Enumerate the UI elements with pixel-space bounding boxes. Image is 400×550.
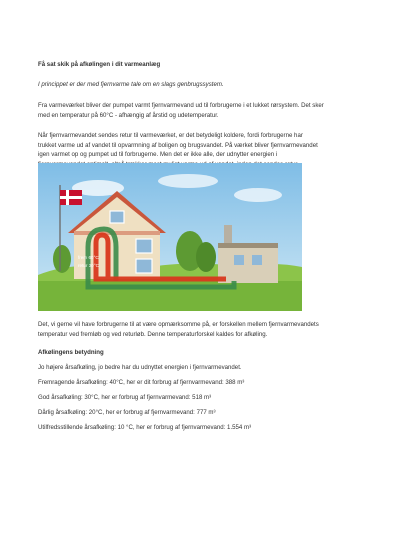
section-title: Afkølingens betydning [38, 349, 104, 356]
window [110, 211, 124, 223]
tree [196, 242, 216, 272]
tree [53, 245, 71, 273]
info-line: Utilfredsstillende årsafkøling: 10 °C, her er forbrug af fjernvarmevand: 1.554 m³ [38, 424, 252, 431]
info-line: God årsafkøling: 30°C, her er forbrug af fjernvarmevand: 518 m³ [38, 394, 212, 401]
paragraph-1-line-2: med en temperatur på 60°C - afhængig af årstid og udetemperatur. [38, 111, 219, 119]
page-title: Få sat skik på afkølingen i dit varmeanlæg [38, 61, 161, 68]
paragraph-2-line-1: Når fjernvarmevandet sendes retur til varmeværket, er det betydeligt koldere, fordi forbrugerne har [38, 132, 303, 139]
window [136, 239, 152, 253]
label-cold: retur 30°C [78, 263, 99, 268]
info-line: Fremragende årsafkøling: 40°C, her er dit forbrug af fjernvarmevand: 388 m³ [38, 379, 245, 386]
cloud [234, 188, 282, 202]
intro-text: I princippet er der med fjernvarme tale om en slags genbrugssystem. [38, 81, 224, 88]
info-line: Dårlig årsafkøling: 20°C, her er forbrug af fjernvarmevand: 777 m³ [38, 409, 216, 416]
paragraph-2-line-2: trukket varme ud af vandet til opvarmning af boligen og brugsvandet. På værket bliver fjernvarmevandet [38, 141, 318, 149]
district-heating-illustration [38, 163, 302, 311]
paragraph-1-line-1: Fra varmeværket bliver der pumpet varmt fjernvarmevand ud til forbrugerne i et lukket rørsystem. Det sker [38, 102, 324, 109]
paragraph-2-line-3: igen varmet op og pumpet ud til forbrugerne. Men det er ikke alle, der udnytter energien i [38, 151, 278, 159]
info-line: Jo højere årsafkøling, jo bedre har du udnyttet energien i fjernvarmevandet. [38, 364, 242, 371]
cloud [158, 174, 218, 188]
danish-flag [60, 190, 82, 205]
window [136, 259, 152, 273]
label-hot: frem 60°C [78, 255, 99, 260]
paragraph-3-line-1: Det, vi gerne vil have forbrugerne til at være opmærksomme på, er forskellen mellem fjernvarmevandets [38, 321, 319, 328]
paragraph-3-line-2: temperatur ved fremløb og ved returløb. Denne temperaturforskel kaldes for afkøling. [38, 330, 268, 338]
